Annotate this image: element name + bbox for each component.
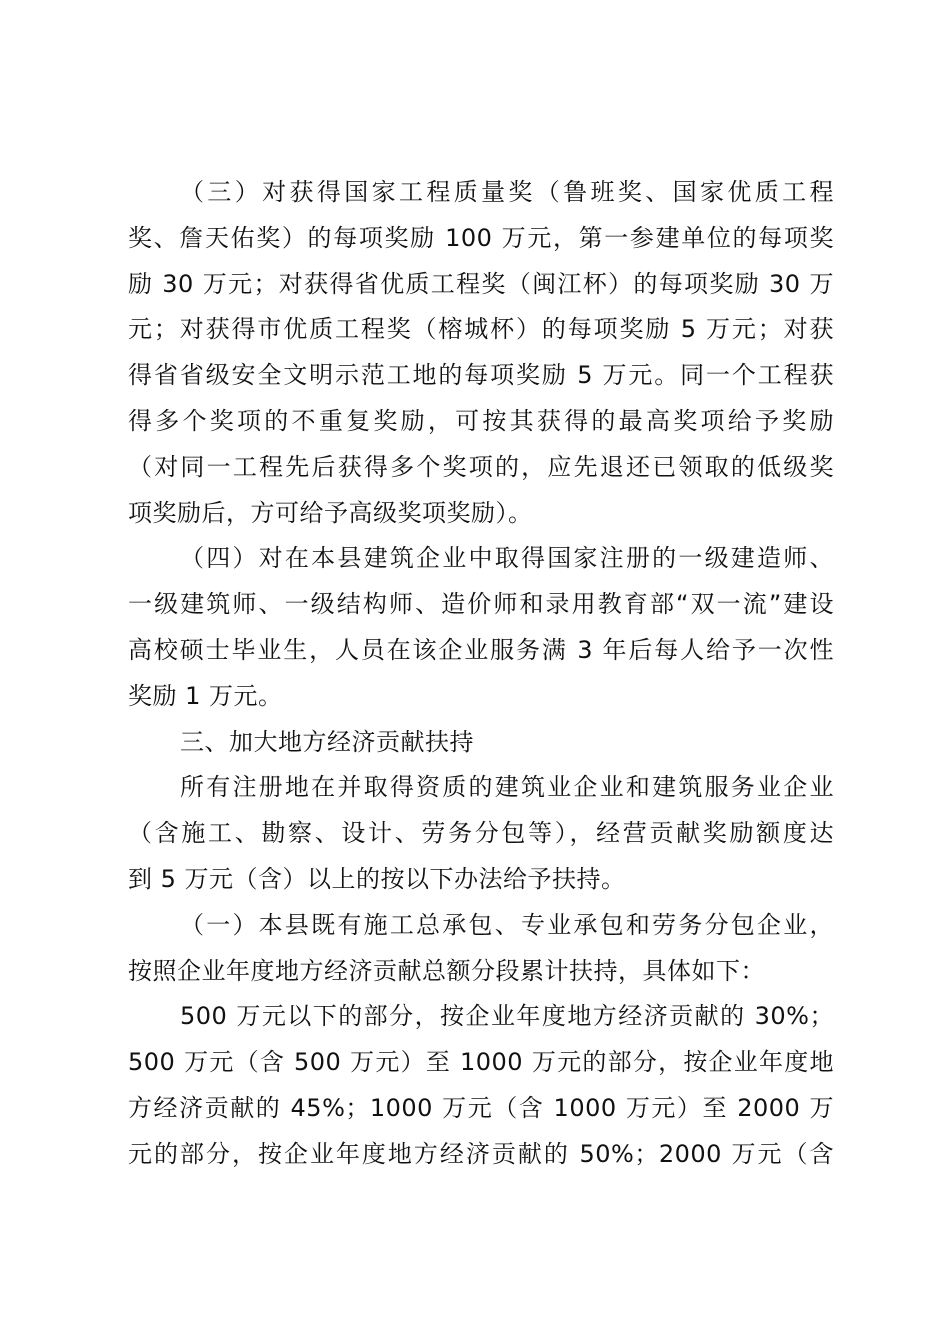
text-line: 得多个奖项的不重复奖励，可按其获得的最高奖项给予奖励 xyxy=(128,406,834,435)
text-line: （一）本县既有施工总承包、专业承包和劳务分包企业， xyxy=(180,910,834,939)
paragraph-award-quality xyxy=(128,170,834,536)
text-line: 500 万元以下的部分，按企业年度地方经济贡献的 30%； xyxy=(180,1002,834,1031)
text-line: （三）对获得国家工程质量奖（鲁班奖、国家优质工程 xyxy=(180,178,834,206)
section-heading-text: 三、加大地方经济贡献扶持 xyxy=(180,727,474,756)
text-line: 元的部分，按企业年度地方经济贡献的 50%；2000 万元（含 xyxy=(128,1139,834,1168)
text-line: 奖励 1 万元。 xyxy=(128,681,283,710)
text-line: （含施工、勘察、设计、劳务分包等），经营贡献奖励额度达 xyxy=(128,819,834,848)
text-line: 500 万元（含 500 万元）至 1000 万元的部分，按企业年度地 xyxy=(128,1048,834,1077)
text-line: 得省省级安全文明示范工地的每项奖励 5 万元。同一个工程获 xyxy=(128,361,834,390)
text-line: 高校硕士毕业生，人员在该企业服务满 3 年后每人给予一次性 xyxy=(128,635,834,664)
paragraph-existing-enterprises xyxy=(128,903,834,995)
text-line: 所有注册地在并取得资质的建筑业企业和建筑服务业企业 xyxy=(180,773,834,802)
text-line: 按照企业年度地方经济贡献总额分段累计扶持，具体如下： xyxy=(128,956,765,985)
document-body xyxy=(128,170,834,1178)
text-line: 项奖励后，方可给予高级奖项奖励）。 xyxy=(128,498,533,527)
paragraph-talent-award xyxy=(128,536,834,719)
paragraph-tiered-support xyxy=(128,994,834,1177)
text-line: 方经济贡献的 45%；1000 万元（含 1000 万元）至 2000 万 xyxy=(128,1093,834,1122)
text-line: （四）对在本县建筑企业中取得国家注册的一级建造师、 xyxy=(180,544,834,573)
paragraph-eligibility xyxy=(128,765,834,902)
text-line: 奖、詹天佑奖）的每项奖励 100 万元，第一参建单位的每项奖 xyxy=(128,223,834,252)
text-line: 励 30 万元；对获得省优质工程奖（闽江杯）的每项奖励 30 万 xyxy=(128,269,834,298)
text-line: 到 5 万元（含）以上的按以下办法给予扶持。 xyxy=(128,864,626,893)
text-line: 元；对获得市优质工程奖（榕城杯）的每项奖励 5 万元；对获 xyxy=(128,315,834,344)
section-heading xyxy=(128,720,834,766)
text-line: （对同一工程先后获得多个奖项的，应先退还已领取的低级奖 xyxy=(128,452,834,481)
text-line: 一级建筑师、一级结构师、造价师和录用教育部“双一流”建设 xyxy=(128,590,834,619)
